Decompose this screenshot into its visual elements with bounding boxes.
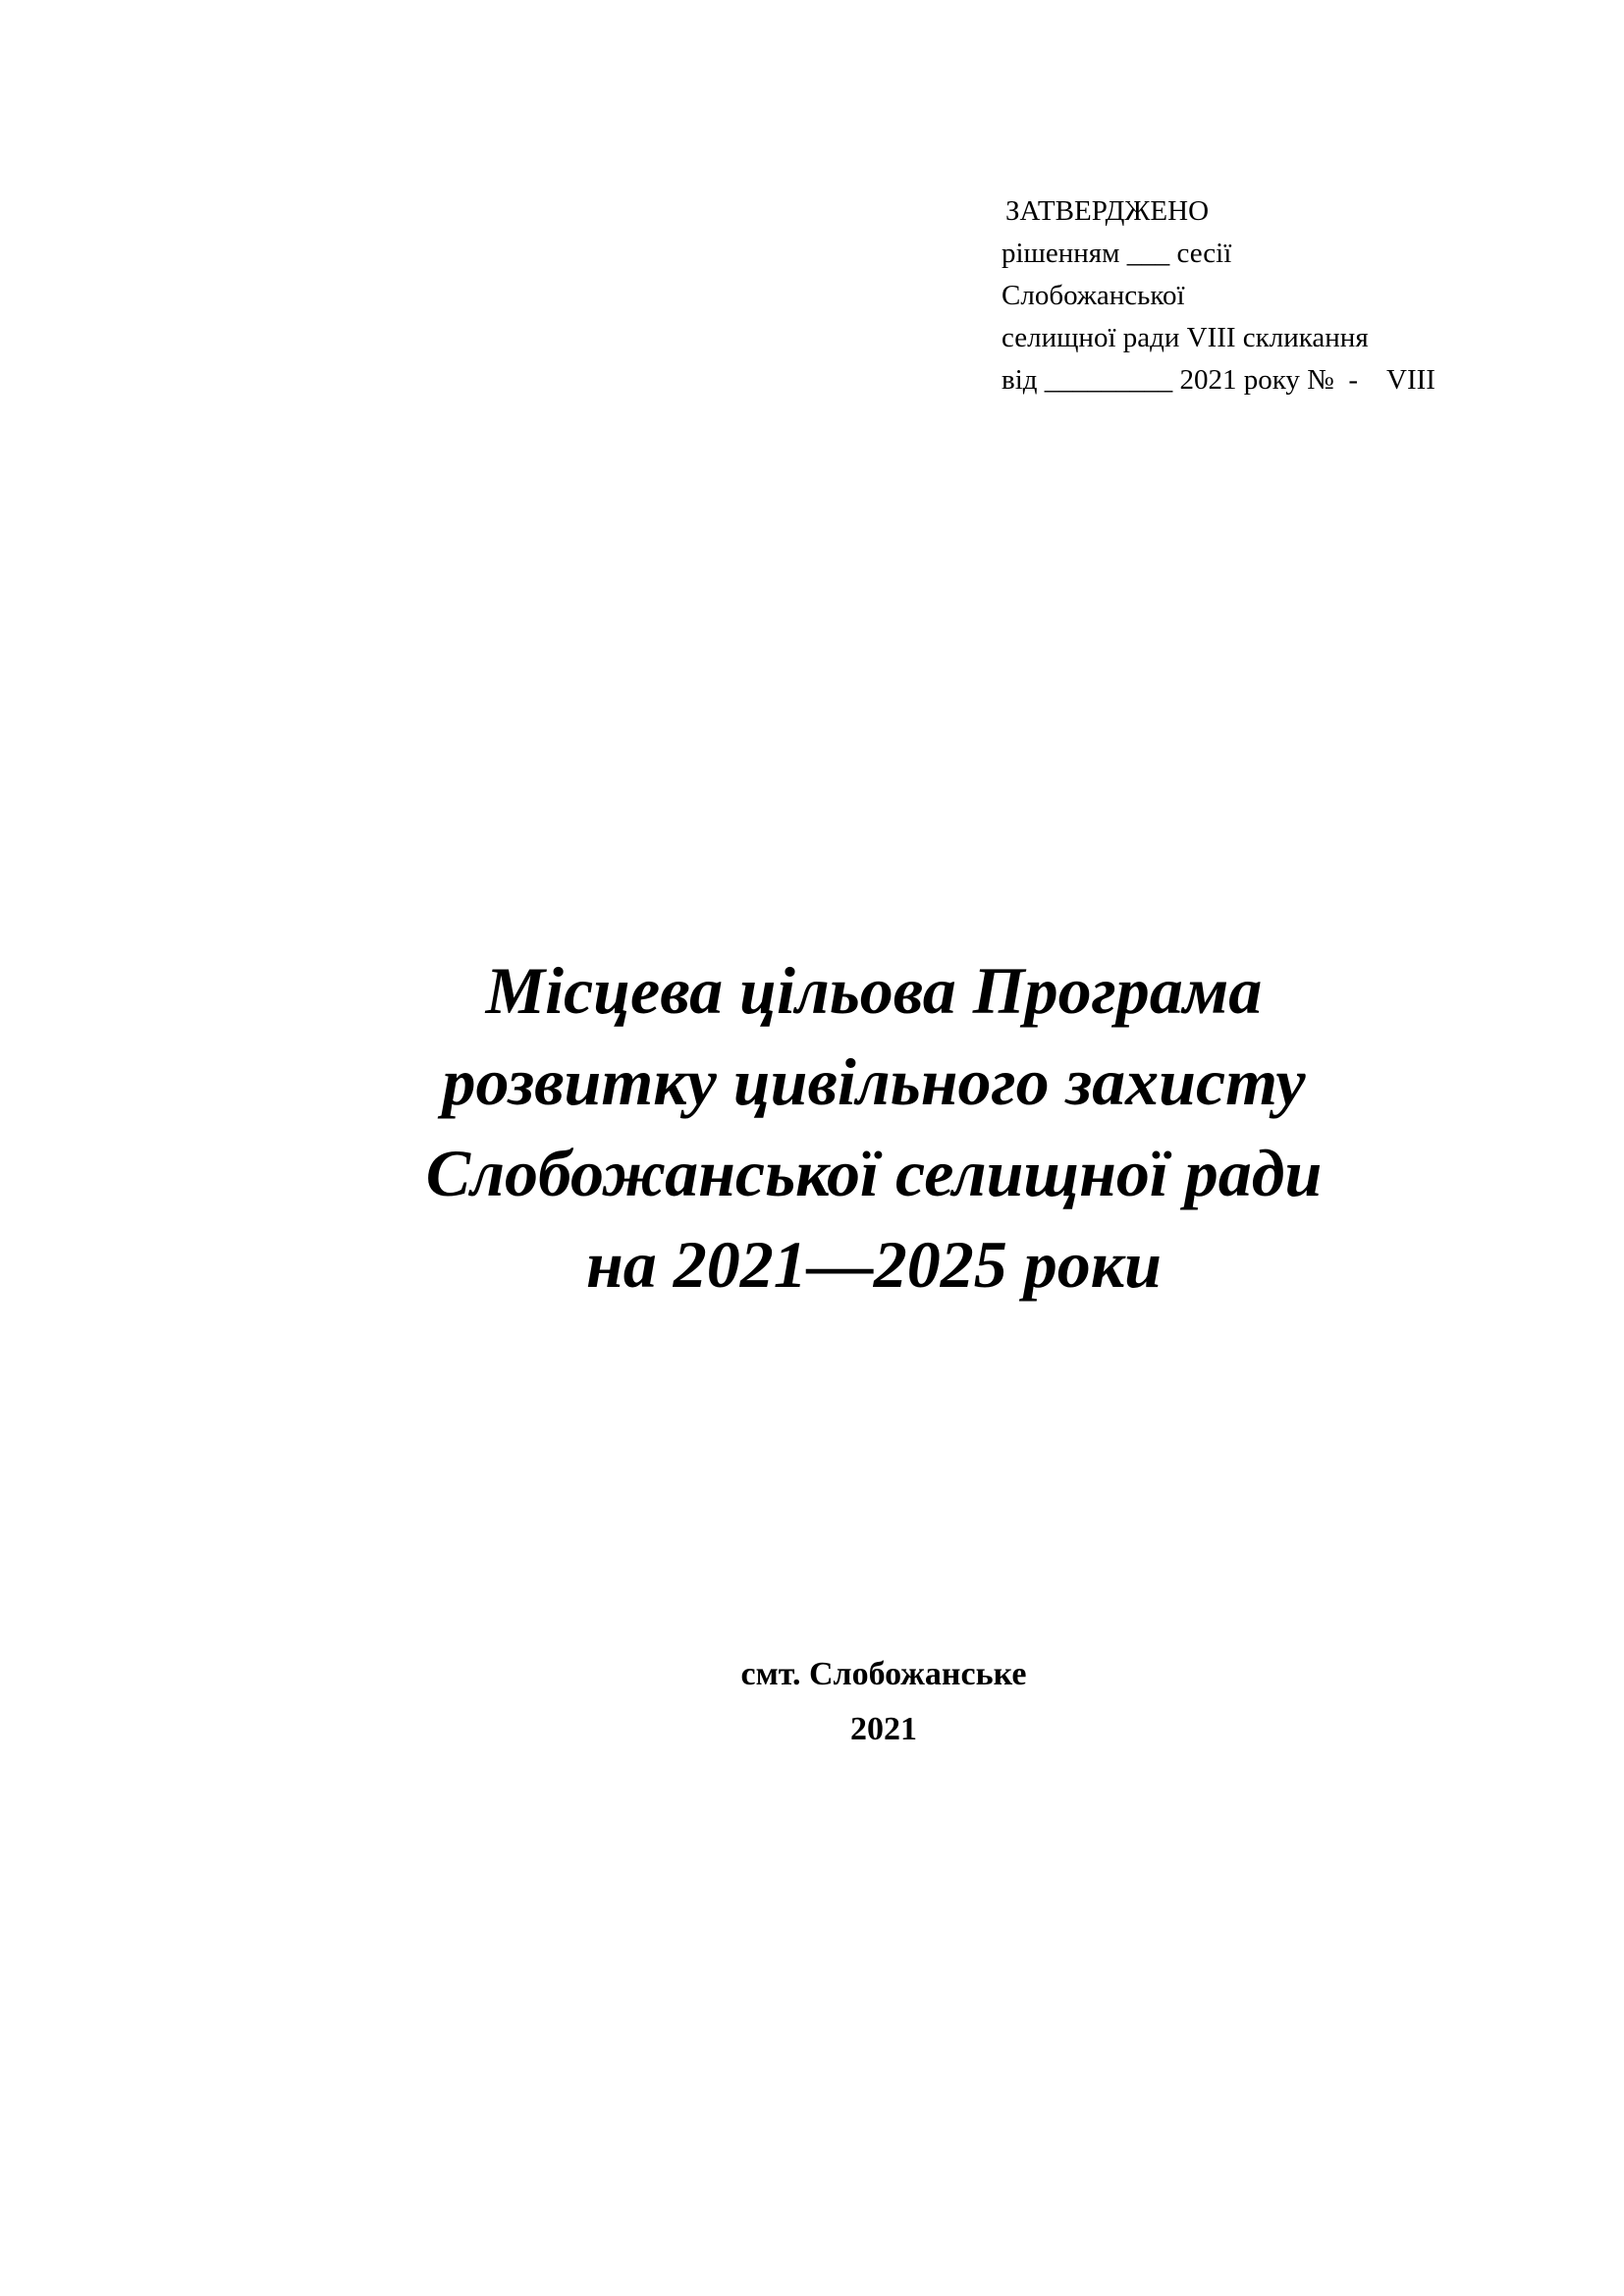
publication-year: 2021 xyxy=(850,1711,917,1747)
title-line-3: Слобожанської селищної ради xyxy=(425,1136,1323,1210)
publication-place-year xyxy=(491,1647,1276,1757)
title-line-2: розвитку цивільного захисту xyxy=(442,1044,1306,1119)
approval-line-decision: рішенням ___ сесії xyxy=(1001,238,1232,269)
approval-stamp-block xyxy=(1001,190,1591,401)
approval-line-council-name: Слобожанської xyxy=(1001,280,1185,311)
publication-place: смт. Слобожанське xyxy=(740,1656,1027,1692)
title-line-4: на 2021—2025 роки xyxy=(585,1227,1163,1302)
document-title xyxy=(295,945,1453,1310)
approval-line-convocation: селищної ради VIII скликання xyxy=(1001,322,1369,353)
title-line-1: Місцева цільова Програма xyxy=(485,953,1263,1028)
approval-line-date-number: від _________ 2021 року № - VIII xyxy=(1001,364,1435,396)
approval-heading: ЗАТВЕРДЖЕНО xyxy=(1005,195,1210,227)
